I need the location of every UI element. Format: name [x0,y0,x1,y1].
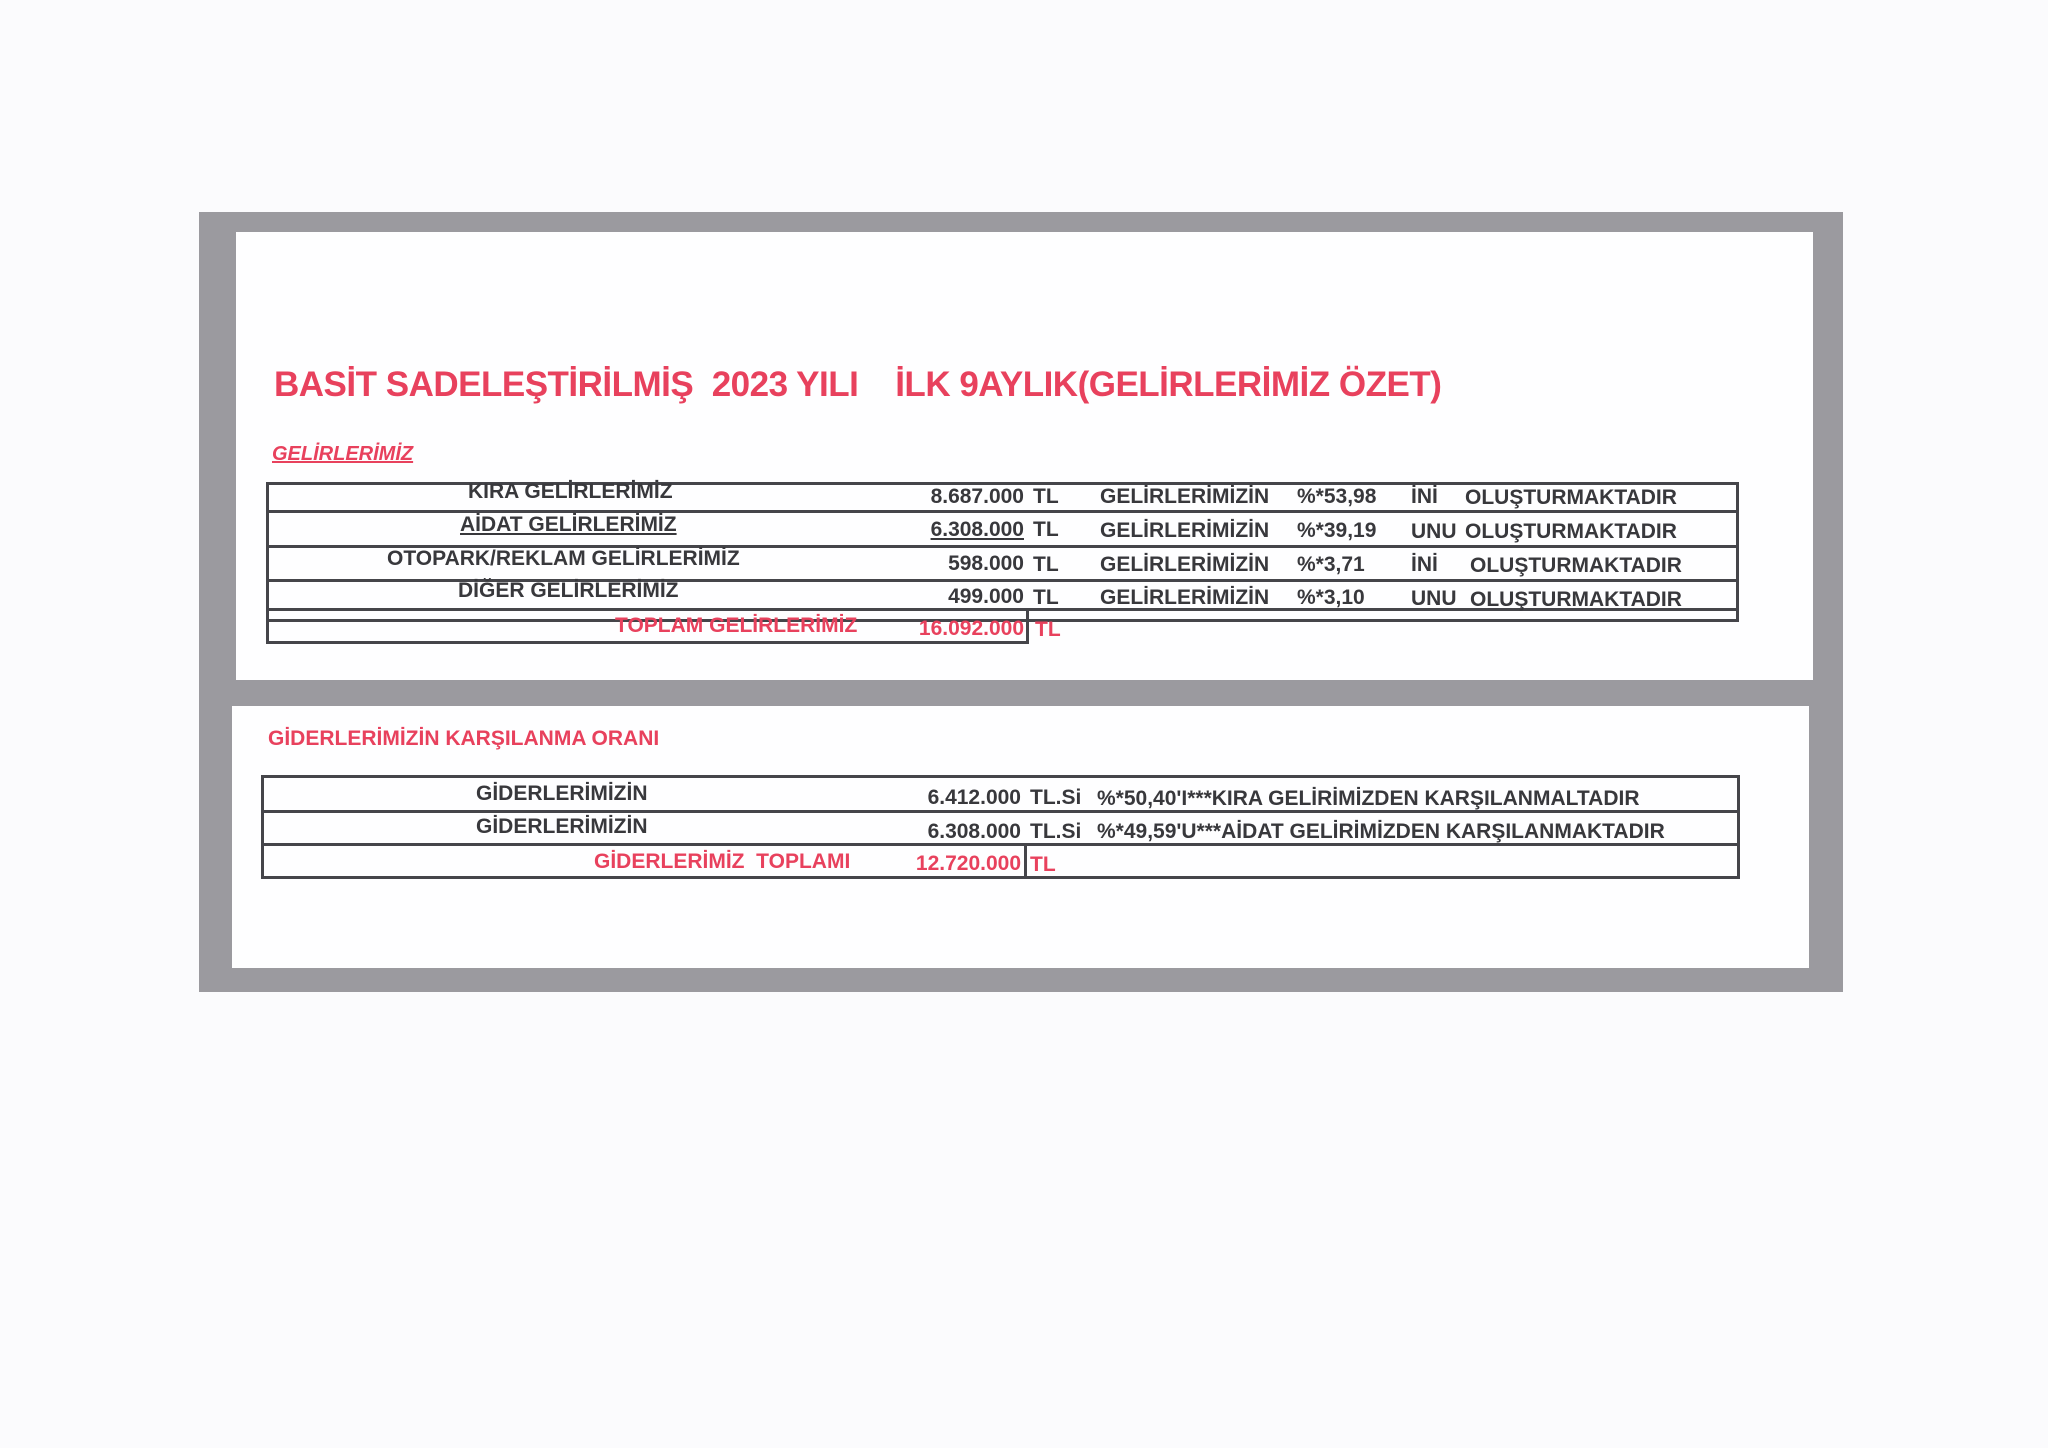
income-row-name: DİĞER GELİRLERİMİZ [458,579,679,602]
income-row-unit: TL [1033,485,1059,508]
income-row-name: OTOPARK/REKLAM GELİRLERİMİZ [387,547,740,570]
income-row-verb: OLUŞTURMAKTADIR [1465,520,1677,543]
income-total-label: TOPLAM GELİRLERİMİZ [615,614,858,637]
expense-row-unit: TL.Si [1030,786,1082,809]
income-row-verb: OLUŞTURMAKTADIR [1465,486,1677,509]
expense-row-note: %*49,59'U***AİDAT GELİRİMİZDEN KARŞILANMAKTADIR [1097,820,1665,843]
income-row-percent: %*3,10 [1297,586,1365,609]
income-total-unit: TL [1035,618,1061,641]
document-title: BASİT SADELEŞTİRİLMİŞ 2023 YILI İLK 9AYLIK(GELİRLERİMİZ ÖZET) [274,365,1442,404]
income-row-suffix: İNİ [1411,485,1438,508]
expense-total-amount: 12.720.000 [915,852,1021,875]
income-row-phrase: GELİRLERİMİZİN [1100,586,1270,609]
expense-row-unit: TL.Si [1030,820,1082,843]
income-row-suffix: İNİ [1411,553,1438,576]
expense-section-label: GİDERLERİMİZİN KARŞILANMA ORANI [268,727,660,750]
income-row-unit: TL [1033,553,1059,576]
income-row-amount: 598.000 [948,552,1024,575]
income-section-label: GELİRLERİMİZ [272,443,414,465]
income-row-suffix: UNU [1411,587,1457,610]
income-row-percent: %*3,71 [1297,553,1365,576]
income-row-suffix: UNU [1411,520,1457,543]
expense-row-amount: 6.412.000 [927,786,1021,809]
income-row-amount: 499.000 [948,585,1024,608]
income-row-phrase: GELİRLERİMİZİN [1100,519,1270,542]
expense-total-unit: TL [1030,853,1056,876]
income-total-amount: 16.092.000 [918,617,1024,640]
income-row-name: AİDAT GELİRLERİMİZ [460,513,677,536]
income-row-phrase: GELİRLERİMİZİN [1100,485,1270,508]
income-row-name: KIRA GELİRLERİMİZ [468,480,673,503]
income-row-percent: %*53,98 [1297,485,1377,508]
expense-row-name: GİDERLERİMİZİN [476,782,648,805]
income-row-amount: 8.687.000 [930,485,1024,508]
expense-row-amount: 6.308.000 [927,820,1021,843]
income-row-phrase: GELİRLERİMİZİN [1100,553,1270,576]
expense-total-label: GİDERLERİMİZ TOPLAMI [594,850,851,873]
expense-row-note: %*50,40'I***KIRA GELİRİMİZDEN KARŞILANMALTADIR [1097,787,1640,810]
income-row-verb: OLUŞTURMAKTADIR [1470,588,1682,611]
income-row-verb: OLUŞTURMAKTADIR [1470,554,1682,577]
income-row-percent: %*39,19 [1297,519,1377,542]
income-row-amount: 6.308.000 [930,518,1024,541]
income-row-unit: TL [1033,518,1059,541]
expense-row-name: GİDERLERİMİZİN [476,815,648,838]
income-row-unit: TL [1033,586,1059,609]
